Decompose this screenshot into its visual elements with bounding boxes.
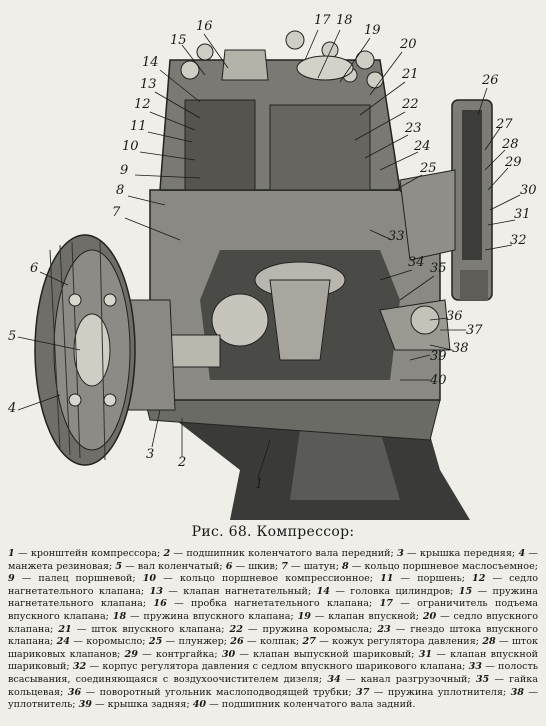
legend-number: 16 bbox=[153, 598, 167, 610]
callout-20: 20 bbox=[400, 37, 417, 52]
legend-number: 11 bbox=[380, 573, 394, 585]
legend-number: 9 bbox=[8, 573, 15, 585]
legend-text: — кольцо поршневое маслосъемное; bbox=[348, 560, 538, 572]
legend-number: 19 bbox=[297, 610, 311, 622]
legend-number: 30 bbox=[221, 648, 236, 660]
legend-number: 3 bbox=[397, 548, 404, 559]
legend-item bbox=[115, 561, 225, 572]
legend-number: 22 bbox=[229, 623, 243, 635]
legend-text: — поршень; bbox=[393, 573, 473, 585]
callout-32: 32 bbox=[510, 233, 527, 248]
legend-item bbox=[303, 636, 483, 647]
legend-text: — вал коленчатый; bbox=[122, 560, 226, 572]
callout-30: 30 bbox=[520, 183, 537, 198]
callout-3: 3 bbox=[146, 447, 155, 462]
callout-17: 17 bbox=[314, 13, 331, 28]
legend-number: 1 bbox=[8, 548, 15, 559]
legend-item bbox=[222, 649, 419, 660]
callout-36: 36 bbox=[446, 309, 463, 324]
legend-item bbox=[230, 636, 302, 647]
legend-text: — канал разгрузочный; bbox=[340, 673, 476, 685]
legend-text: — шатун; bbox=[287, 560, 343, 572]
legend-text: — кольцо поршневое компрессионное; bbox=[156, 573, 381, 585]
callout-9: 9 bbox=[120, 163, 129, 178]
legend-item bbox=[397, 548, 518, 559]
legend-text: — коромысло; bbox=[69, 636, 149, 648]
legend-item bbox=[193, 699, 416, 710]
legend-number: 38 bbox=[510, 686, 524, 698]
legend-number: 37 bbox=[356, 686, 370, 698]
callout-33: 33 bbox=[388, 229, 405, 244]
legend-text: — крышка передняя; bbox=[403, 548, 519, 559]
legend-text: — колпак; bbox=[243, 636, 303, 648]
legend-item bbox=[380, 573, 472, 584]
callout-14: 14 bbox=[142, 55, 159, 70]
legend-number: 39 bbox=[78, 699, 92, 711]
legend-number: 26 bbox=[230, 636, 244, 648]
legend-text: — седло нагнетательного клапана; bbox=[8, 573, 538, 597]
legend-item bbox=[125, 649, 222, 660]
legend-item bbox=[143, 573, 380, 584]
legend-text: — клапан нагнетательный; bbox=[162, 585, 317, 597]
legend-item bbox=[317, 586, 459, 597]
legend-number: 6 bbox=[225, 560, 233, 572]
legend-number: 33 bbox=[468, 661, 482, 673]
legend-item bbox=[113, 611, 298, 622]
callout-5: 5 bbox=[8, 329, 17, 344]
legend-number: 24 bbox=[56, 636, 70, 648]
callout-40: 40 bbox=[430, 373, 447, 388]
legend-number: 14 bbox=[316, 585, 330, 597]
legend-text: — пробка нагнетательного клапана; bbox=[166, 598, 380, 610]
legend-text: — контргайка; bbox=[137, 648, 222, 660]
legend-number: 18 bbox=[112, 610, 127, 622]
legend-text: — шкив; bbox=[232, 560, 282, 572]
legend-number: 12 bbox=[472, 573, 486, 585]
callout-22: 22 bbox=[402, 97, 419, 112]
callout-10: 10 bbox=[122, 139, 139, 154]
legend-text: — крышка задняя; bbox=[91, 699, 193, 711]
legend-number: 21 bbox=[58, 623, 72, 635]
callout-38: 38 bbox=[452, 341, 469, 356]
legend-item bbox=[8, 573, 143, 584]
callout-2: 2 bbox=[178, 455, 187, 470]
legend-text: — кронштейн компрессора; bbox=[14, 548, 164, 559]
legend-item bbox=[8, 548, 163, 559]
legend-item bbox=[57, 636, 149, 647]
callout-4: 4 bbox=[8, 401, 17, 416]
legend-text: — поворотный угольник маслоподводящей трубки; bbox=[81, 686, 357, 698]
legend-item bbox=[281, 561, 342, 572]
legend-number: 25 bbox=[148, 636, 163, 648]
callout-34: 34 bbox=[408, 255, 425, 270]
callout-13: 13 bbox=[140, 77, 157, 92]
legend-number: 17 bbox=[379, 598, 393, 610]
legend-text: — пружина нагнетательного клапана; bbox=[8, 585, 538, 610]
callout-16: 16 bbox=[196, 19, 213, 34]
legend-number: 13 bbox=[149, 585, 163, 597]
legend-number: 28 bbox=[482, 636, 496, 648]
legend-text: — ограничитель подъема впускного клапана; bbox=[8, 598, 538, 622]
legend-text: — палец поршневой; bbox=[14, 573, 143, 585]
legend-text: — шток впускного клапана; bbox=[71, 623, 230, 635]
callout-37: 37 bbox=[466, 323, 483, 338]
legend-text: — гнездо штока впускного клапана; bbox=[8, 623, 538, 648]
legend-text: — манжета резиновая; bbox=[8, 548, 539, 572]
callout-29: 29 bbox=[505, 155, 522, 170]
legend-number: 36 bbox=[67, 686, 82, 698]
legend-item bbox=[356, 687, 511, 698]
legend-item bbox=[153, 598, 379, 609]
callout-7: 7 bbox=[112, 205, 121, 220]
legend-text: — пружина впускного клапана; bbox=[126, 610, 298, 622]
callout-28: 28 bbox=[502, 137, 519, 152]
legend-text: — гайка кольцевая; bbox=[8, 673, 538, 698]
legend-item bbox=[327, 674, 475, 685]
legend-number: 35 bbox=[475, 673, 490, 685]
pulley-shape bbox=[35, 235, 135, 465]
legend-item bbox=[79, 699, 193, 710]
callout-18: 18 bbox=[336, 13, 353, 28]
legend-text: — пружина уплотнителя; bbox=[369, 686, 511, 698]
legend-number: 27 bbox=[302, 636, 316, 648]
legend-number: 7 bbox=[281, 560, 288, 572]
legend-text: — седло впускного клапана; bbox=[8, 610, 538, 635]
legend-text: — клапан впускной шариковый; bbox=[8, 648, 538, 673]
legend-number: 2 bbox=[163, 548, 171, 559]
legend-text: — подшипник коленчатого вала задний. bbox=[206, 699, 416, 711]
legend-item bbox=[230, 624, 378, 635]
legend-item bbox=[68, 687, 356, 698]
legend-text: — корпус регулятора давления с седлом впускного шарикового клапана; bbox=[86, 661, 469, 673]
legend-number: 20 bbox=[422, 610, 437, 622]
callout-25: 25 bbox=[420, 161, 437, 176]
legend-text: — плунжер; bbox=[162, 636, 231, 648]
callout-23: 23 bbox=[405, 121, 422, 136]
callout-21: 21 bbox=[402, 67, 419, 82]
legend-number: 31 bbox=[418, 648, 433, 660]
legend-text: — головка цилиндров; bbox=[329, 585, 459, 597]
legend-number: 5 bbox=[115, 560, 122, 572]
callout-1: 1 bbox=[255, 477, 264, 492]
callout-27: 27 bbox=[496, 117, 513, 132]
legend-item bbox=[73, 661, 469, 672]
legend-item bbox=[58, 624, 229, 635]
legend-number: 10 bbox=[142, 573, 157, 585]
legend-number: 32 bbox=[72, 661, 87, 673]
legend-text: — клапан впускной; bbox=[310, 610, 423, 622]
legend-item bbox=[342, 561, 538, 572]
legend-text: — уплотнитель; bbox=[8, 686, 538, 711]
callout-35: 35 bbox=[430, 261, 447, 276]
legend-text: — полость всасывания, соединяющаяся с воздухоочистителем дизеля; bbox=[8, 661, 539, 685]
legend-item bbox=[226, 561, 282, 572]
callout-8: 8 bbox=[116, 183, 125, 198]
legend-number: 4 bbox=[518, 548, 526, 559]
callout-24: 24 bbox=[414, 139, 431, 154]
callout-12: 12 bbox=[134, 97, 151, 112]
legend-item bbox=[163, 548, 397, 559]
legend-number: 29 bbox=[124, 648, 138, 660]
legend-item bbox=[149, 636, 230, 647]
legend-text: — клапан выпускной шариковый; bbox=[235, 648, 419, 660]
callout-6: 6 bbox=[30, 261, 39, 276]
legend-number: 40 bbox=[192, 699, 207, 711]
legend-number: 8 bbox=[342, 560, 349, 572]
callout-19: 19 bbox=[364, 23, 381, 38]
legend-item bbox=[298, 611, 423, 622]
legend-number: 15 bbox=[458, 585, 473, 597]
callout-31: 31 bbox=[514, 207, 531, 222]
legend-number: 34 bbox=[327, 673, 341, 685]
callout-15: 15 bbox=[170, 33, 187, 48]
legend-text: — пружина коромысла; bbox=[242, 623, 378, 635]
legend-number: 23 bbox=[377, 623, 391, 635]
legend-text: — подшипник коленчатого вала передний; bbox=[170, 548, 398, 559]
legend-item bbox=[150, 586, 317, 597]
callout-26: 26 bbox=[482, 73, 499, 88]
callout-39: 39 bbox=[430, 349, 447, 364]
legend-text: — кожух регулятора давления; bbox=[315, 636, 483, 648]
figure-legend bbox=[8, 548, 538, 712]
callout-11: 11 bbox=[130, 119, 147, 134]
legend-text: — шток шариковых клапанов; bbox=[8, 636, 538, 660]
figure-caption: Рис. 68. Компрессор: bbox=[191, 524, 355, 540]
